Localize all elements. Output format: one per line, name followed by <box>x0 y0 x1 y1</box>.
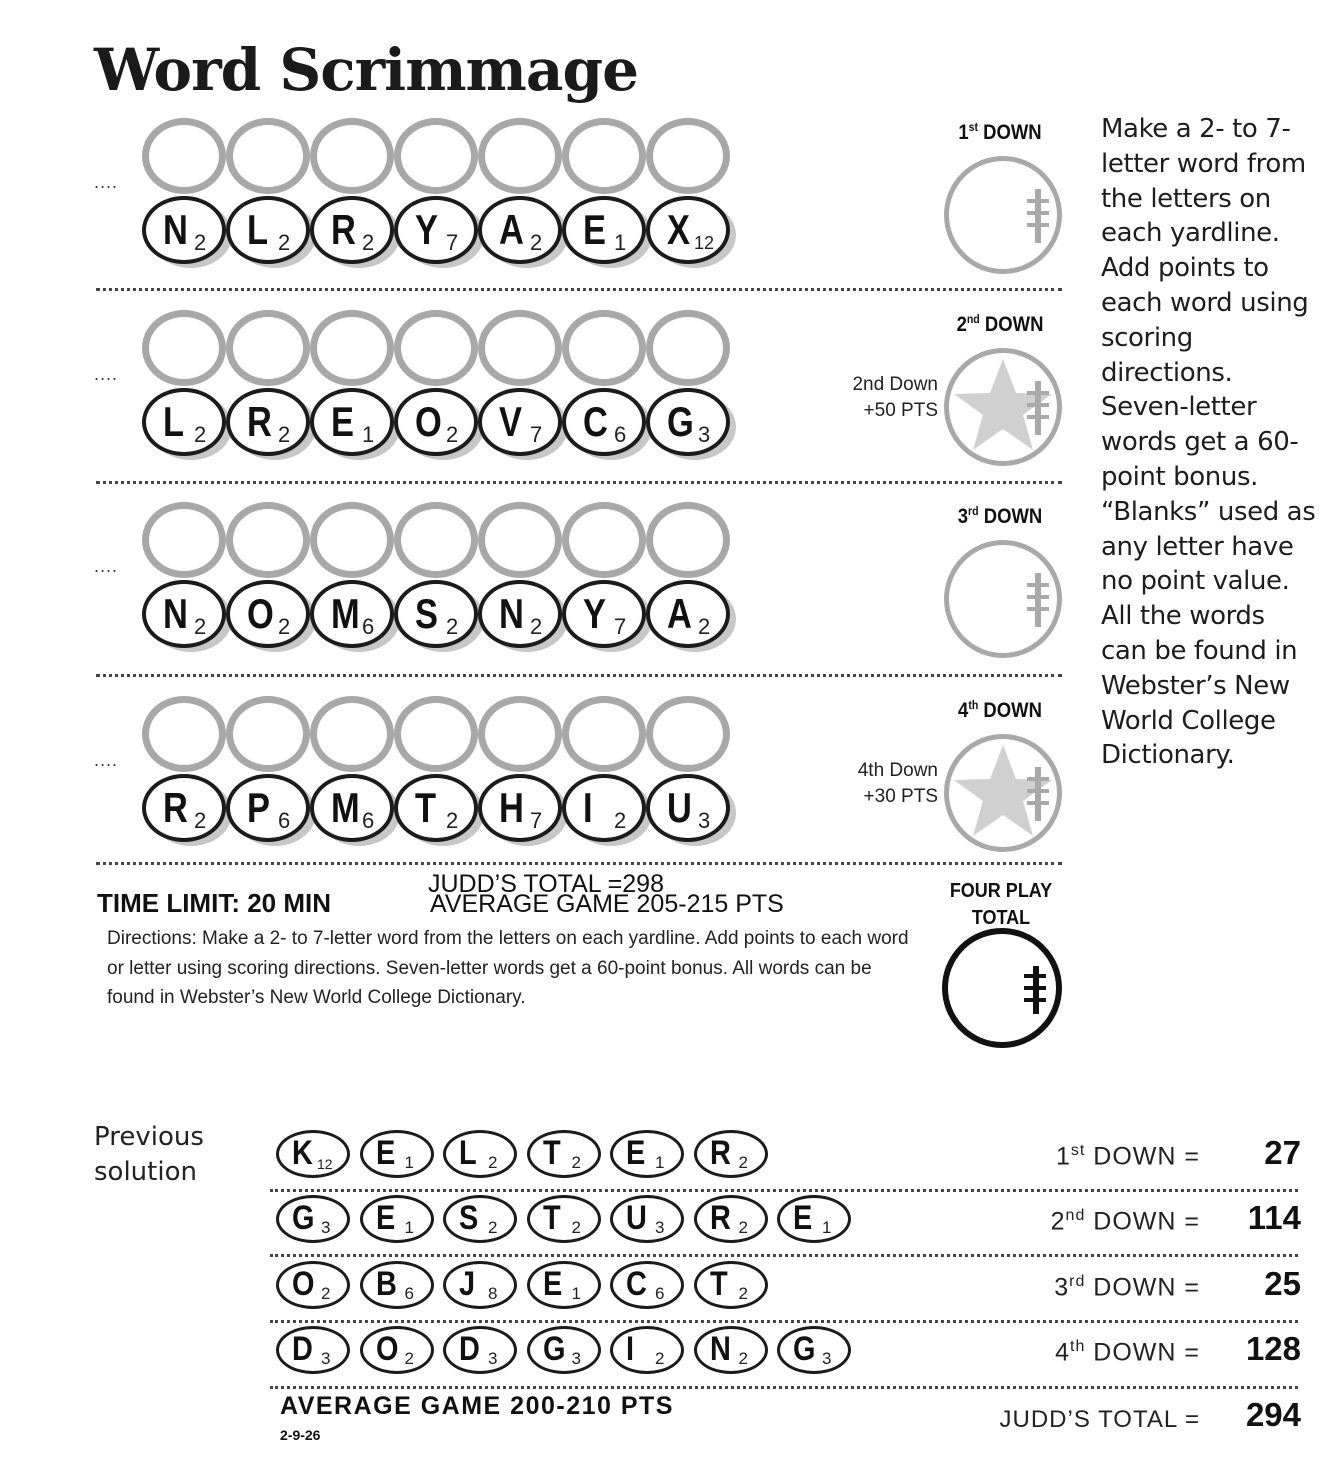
solution-down-label <box>990 1273 1200 1302</box>
tile-points: 2 <box>738 1153 748 1172</box>
letter-tile[interactable] <box>310 774 394 842</box>
solution-tile <box>527 1195 601 1243</box>
tile-points: 1 <box>655 1153 665 1172</box>
tile-letter: U <box>667 784 692 831</box>
tile-letter: Y <box>415 206 438 253</box>
answer-blank[interactable] <box>562 502 646 578</box>
down-label <box>947 504 1053 529</box>
letter-tile[interactable] <box>142 774 226 842</box>
solution-tile <box>443 1261 517 1309</box>
answer-blank[interactable] <box>310 502 394 578</box>
solution-tile <box>276 1195 350 1243</box>
lace-stitch <box>1027 403 1049 407</box>
tile-letter: T <box>542 1134 561 1172</box>
row-dots: .... <box>94 750 119 770</box>
letter-tile[interactable] <box>646 388 730 456</box>
tile-letter: L <box>459 1134 477 1172</box>
tile-letter: I <box>583 784 593 831</box>
tile-letter: G <box>667 398 694 445</box>
answer-blank[interactable] <box>646 696 730 772</box>
tile-points: 7 <box>530 422 543 447</box>
tile-points: 6 <box>404 1284 414 1303</box>
solution-tile <box>276 1261 350 1309</box>
answer-blank[interactable] <box>142 310 226 386</box>
answer-blank[interactable] <box>142 502 226 578</box>
tile-points: 7 <box>530 808 543 833</box>
yardline-divider <box>96 674 1062 677</box>
down-score-football[interactable] <box>944 734 1062 852</box>
tile-points: 2 <box>194 422 207 447</box>
tile-letter: M <box>331 590 360 637</box>
row-dots: .... <box>94 172 119 192</box>
previous-solution-label <box>94 1120 204 1190</box>
answer-blank[interactable] <box>394 696 478 772</box>
tile-points: 2 <box>738 1218 748 1237</box>
tile-letter: I <box>626 1330 635 1368</box>
letter-tile[interactable] <box>394 580 478 648</box>
solution-tile <box>694 1130 768 1178</box>
row-dots: .... <box>94 556 119 576</box>
down-text: DOWN = <box>1093 1142 1200 1171</box>
solution-tile <box>360 1130 434 1178</box>
answer-blank[interactable] <box>142 118 226 194</box>
lace-stitch <box>1027 607 1049 611</box>
tile-letter: R <box>331 206 356 253</box>
answer-blank[interactable] <box>394 118 478 194</box>
down-score-football[interactable] <box>944 156 1062 274</box>
letter-tile[interactable] <box>562 196 646 264</box>
tile-points: 6 <box>655 1284 665 1303</box>
tile-letter: O <box>292 1265 315 1303</box>
solution-tile <box>527 1326 601 1374</box>
tile-letter: G <box>793 1330 816 1368</box>
judds-total: JUDD’S TOTAL =298 <box>428 870 664 898</box>
lace-stitch <box>1027 789 1049 793</box>
tile-points: 2 <box>738 1284 748 1303</box>
tile-points: 2 <box>655 1349 665 1368</box>
letter-tile[interactable] <box>226 580 310 648</box>
letter-tile[interactable] <box>478 388 562 456</box>
down-number: 1 <box>1055 1142 1071 1171</box>
tile-letter: M <box>331 784 360 831</box>
solution-tile <box>694 1195 768 1243</box>
bonus-line1: 4th Down <box>857 760 938 781</box>
four-play-total-football[interactable] <box>942 928 1062 1048</box>
tile-points: 1 <box>571 1284 581 1303</box>
down-suffix: rd <box>1069 1273 1086 1290</box>
lace-stitch <box>1024 974 1046 978</box>
tile-points: 2 <box>404 1349 414 1368</box>
answer-blank[interactable] <box>562 310 646 386</box>
four-play-line2: TOTAL <box>971 907 1031 929</box>
letter-tile[interactable] <box>142 580 226 648</box>
solution-divider <box>270 1254 1298 1257</box>
down-label <box>947 698 1053 723</box>
tile-points: 2 <box>446 614 459 639</box>
average-game: AVERAGE GAME 205-215 PTS <box>430 890 784 918</box>
lace-stitch <box>1027 199 1049 203</box>
tile-points: 2 <box>278 614 291 639</box>
tile-letter: T <box>415 784 437 831</box>
tile-letter: T <box>542 1199 561 1237</box>
tile-letter: H <box>499 784 524 831</box>
letter-tile[interactable] <box>646 774 730 842</box>
yardline-divider <box>96 288 1062 291</box>
tile-letter: X <box>667 206 690 253</box>
tile-letter: G <box>542 1330 565 1368</box>
tile-letter: L <box>247 206 269 253</box>
tile-points: 6 <box>614 422 627 447</box>
tile-letter: R <box>247 398 272 445</box>
lace-stitch <box>1027 211 1049 215</box>
down-suffix: st <box>968 120 978 134</box>
tile-letter: P <box>247 784 270 831</box>
tile-letter: E <box>793 1199 813 1237</box>
tile-points: 2 <box>571 1218 581 1237</box>
tile-letter: U <box>626 1199 647 1237</box>
down-word: DOWN <box>983 699 1042 722</box>
tile-letter: V <box>499 398 522 445</box>
letter-tile[interactable] <box>562 580 646 648</box>
solution-down-score: 27 <box>1264 1134 1301 1171</box>
tile-points: 2 <box>530 614 543 639</box>
tile-letter: S <box>415 590 438 637</box>
down-label <box>947 312 1053 337</box>
tile-letter: E <box>331 398 354 445</box>
football-lace-icon <box>1035 573 1041 627</box>
tile-points: 2 <box>362 230 375 255</box>
solution-down-label <box>990 1338 1200 1367</box>
bonus-note <box>818 758 938 810</box>
tile-points: 7 <box>446 230 459 255</box>
solution-down-label <box>990 1142 1200 1171</box>
tile-points: 3 <box>698 808 711 833</box>
down-suffix: th <box>968 698 979 712</box>
bonus-note <box>818 372 938 424</box>
lace-stitch <box>1027 801 1049 805</box>
previous-date: 2-9-26 <box>280 1427 321 1443</box>
down-number: 3 <box>1054 1273 1070 1302</box>
tile-letter: C <box>583 398 608 445</box>
letter-tile[interactable] <box>142 388 226 456</box>
answer-blank[interactable] <box>226 310 310 386</box>
down-label <box>947 120 1053 145</box>
tile-points: 2 <box>488 1218 498 1237</box>
solution-tile <box>610 1326 684 1374</box>
yardline-row <box>94 116 1074 308</box>
tile-points: 2 <box>614 808 627 833</box>
answer-blank[interactable] <box>394 310 478 386</box>
letter-tile[interactable] <box>394 774 478 842</box>
tile-points: 2 <box>571 1153 581 1172</box>
tile-points: 3 <box>321 1218 331 1237</box>
down-suffix: nd <box>1065 1207 1086 1224</box>
letter-tile[interactable] <box>310 196 394 264</box>
tile-letter: N <box>499 590 524 637</box>
tile-letter: K <box>292 1134 313 1172</box>
tile-letter: G <box>292 1199 315 1237</box>
answer-blank[interactable] <box>310 310 394 386</box>
down-suffix: nd <box>966 312 980 326</box>
answer-blank[interactable] <box>646 118 730 194</box>
tile-points: 2 <box>194 808 207 833</box>
tile-points: 1 <box>614 230 627 255</box>
down-number: 2 <box>1050 1207 1066 1236</box>
down-number: 4 <box>958 699 969 722</box>
answer-blank[interactable] <box>226 502 310 578</box>
solution-tile <box>527 1130 601 1178</box>
football-lace-icon <box>1035 381 1041 435</box>
tile-points: 6 <box>362 614 375 639</box>
tile-letter: Y <box>583 590 606 637</box>
answer-blank[interactable] <box>310 696 394 772</box>
down-word: DOWN <box>983 505 1043 528</box>
letter-tile[interactable] <box>142 196 226 264</box>
tile-letter: N <box>709 1330 731 1368</box>
tile-points: 7 <box>614 614 627 639</box>
tile-points: 12 <box>317 1156 333 1172</box>
tile-points: 3 <box>655 1218 665 1237</box>
answer-blank[interactable] <box>394 502 478 578</box>
football-lace-icon <box>1035 767 1041 821</box>
solution-down-score: 114 <box>1247 1199 1301 1236</box>
letter-tile[interactable] <box>646 196 730 264</box>
solution-tile <box>443 1195 517 1243</box>
solution-tile <box>443 1326 517 1374</box>
down-number: 4 <box>1055 1338 1070 1367</box>
tile-points: 1 <box>404 1218 414 1237</box>
tile-points: 2 <box>446 808 459 833</box>
lace-stitch <box>1027 223 1049 227</box>
tile-points: 3 <box>488 1349 498 1368</box>
tile-letter: E <box>375 1134 395 1172</box>
down-word: DOWN <box>984 313 1044 336</box>
tile-points: 2 <box>738 1349 748 1368</box>
puzzle-title: Word Scrimmage <box>94 36 638 104</box>
tile-points: 2 <box>698 614 711 639</box>
answer-blank[interactable] <box>478 696 562 772</box>
down-score-football[interactable] <box>944 348 1062 466</box>
tile-letter: C <box>626 1265 647 1303</box>
bonus-line2: +50 PTS <box>863 400 938 421</box>
down-suffix: th <box>1070 1338 1086 1355</box>
tile-letter: T <box>709 1265 728 1303</box>
tile-letter: B <box>375 1265 397 1303</box>
answer-blank[interactable] <box>142 696 226 772</box>
letter-tile[interactable] <box>310 388 394 456</box>
down-word: DOWN <box>983 121 1042 144</box>
solution-tile <box>610 1261 684 1309</box>
solution-down-label <box>990 1207 1200 1236</box>
football-lace-icon <box>1035 189 1041 243</box>
answer-blank[interactable] <box>478 310 562 386</box>
solution-down-score: 25 <box>1264 1265 1301 1302</box>
solution-tile <box>276 1326 350 1374</box>
solution-divider <box>270 1320 1298 1323</box>
down-number: 1 <box>958 121 969 144</box>
tile-letter: R <box>709 1199 731 1237</box>
tile-points: 2 <box>321 1284 331 1303</box>
yardline-divider <box>96 862 1062 865</box>
tile-letter: E <box>542 1265 562 1303</box>
lace-stitch <box>1024 986 1046 990</box>
answer-blank[interactable] <box>226 696 310 772</box>
answer-blank[interactable] <box>478 502 562 578</box>
tile-letter: N <box>163 206 188 253</box>
answer-blank[interactable] <box>562 696 646 772</box>
solution-divider <box>270 1386 1298 1389</box>
tile-letter: E <box>626 1134 646 1172</box>
down-text: DOWN = <box>1093 1338 1200 1367</box>
solution-tile <box>610 1130 684 1178</box>
letter-tile[interactable] <box>478 580 562 648</box>
lace-stitch <box>1027 595 1049 599</box>
previous-label-line2: solution <box>94 1157 197 1187</box>
letter-tile[interactable] <box>394 196 478 264</box>
letter-tile[interactable] <box>646 580 730 648</box>
lace-stitch <box>1024 998 1046 1002</box>
tile-letter: N <box>163 590 188 637</box>
tile-points: 1 <box>404 1153 414 1172</box>
solution-tile <box>527 1261 601 1309</box>
tile-points: 3 <box>571 1349 581 1368</box>
bonus-line2: +30 PTS <box>863 786 938 807</box>
solution-tile <box>694 1326 768 1374</box>
answer-blank[interactable] <box>226 118 310 194</box>
side-instructions: Make a 2- to 7-letter word from the letters on each yardline. Add points to each word using scoring directions. Seven-letter words get a 60-point bonus. “Blanks” used as any letter have no point value. All the words can be found in Webster’s New World College Dictionary. <box>1101 114 1316 771</box>
solution-divider <box>270 1189 1298 1192</box>
solution-tile <box>360 1195 434 1243</box>
previous-average-game: AVERAGE GAME 200-210 PTS <box>280 1392 674 1420</box>
tile-points: 8 <box>488 1284 498 1303</box>
down-score-football[interactable] <box>944 540 1062 658</box>
lace-stitch <box>1027 583 1049 587</box>
lace-stitch <box>1027 391 1049 395</box>
down-suffix: st <box>1070 1142 1086 1159</box>
letter-tile[interactable] <box>562 388 646 456</box>
lace-stitch <box>1027 777 1049 781</box>
time-limit: TIME LIMIT: 20 MIN <box>97 888 331 918</box>
tile-letter: L <box>163 398 185 445</box>
previous-label-line1: Previous <box>94 1122 204 1152</box>
tile-points: 2 <box>488 1153 498 1172</box>
down-number: 2 <box>956 313 967 336</box>
solution-tile <box>777 1195 851 1243</box>
tile-points: 2 <box>530 230 543 255</box>
tile-letter: D <box>292 1330 313 1368</box>
solution-tile <box>360 1261 434 1309</box>
down-suffix: rd <box>968 504 979 518</box>
tile-points: 3 <box>822 1349 832 1368</box>
down-text: DOWN = <box>1093 1207 1200 1236</box>
previous-judds-total-label: JUDD’S TOTAL = <box>999 1406 1200 1433</box>
letter-tile[interactable] <box>562 774 646 842</box>
bonus-line1: 2nd Down <box>852 374 938 395</box>
answer-blank[interactable] <box>478 118 562 194</box>
row-dots: .... <box>94 364 119 384</box>
tile-letter: J <box>459 1265 476 1303</box>
letter-tile[interactable] <box>478 774 562 842</box>
tile-letter: O <box>375 1330 398 1368</box>
letter-tile[interactable] <box>226 774 310 842</box>
tile-letter: E <box>583 206 606 253</box>
tile-points: 2 <box>446 422 459 447</box>
four-play-total-label <box>943 878 1060 932</box>
solution-tile <box>276 1130 350 1178</box>
directions-text: Directions: Make a 2- to 7-letter word from the letters on each yardline. Add points to each word or letter using scoring directions. Seven-letter words get a 60-point bonus. All words can be found in Webster’s New World College Dictionary. <box>107 928 909 1008</box>
tile-points: 3 <box>698 422 711 447</box>
solution-tile <box>777 1326 851 1374</box>
tile-letter: O <box>415 398 442 445</box>
solution-tile <box>610 1195 684 1243</box>
tile-letter: D <box>459 1330 480 1368</box>
answer-blank[interactable] <box>646 502 730 578</box>
solution-tile <box>694 1261 768 1309</box>
answer-blank[interactable] <box>310 118 394 194</box>
tile-points: 12 <box>694 233 715 253</box>
tile-letter: A <box>667 590 692 637</box>
answer-blank[interactable] <box>646 310 730 386</box>
answer-blank[interactable] <box>562 118 646 194</box>
yardline-row <box>94 500 1074 692</box>
four-play-line1: FOUR PLAY <box>949 880 1053 902</box>
letter-tile[interactable] <box>226 388 310 456</box>
solution-tile <box>360 1326 434 1374</box>
tile-letter: A <box>499 206 524 253</box>
tile-points: 1 <box>362 422 375 447</box>
tile-letter: E <box>375 1199 395 1237</box>
tile-letter: R <box>163 784 188 831</box>
tile-points: 2 <box>194 614 207 639</box>
solution-down-score: 128 <box>1245 1330 1301 1367</box>
tile-letter: S <box>459 1199 479 1237</box>
tile-letter: R <box>709 1134 731 1172</box>
letter-tile[interactable] <box>478 196 562 264</box>
tile-points: 1 <box>822 1218 832 1237</box>
yardline-divider <box>96 481 1062 484</box>
lace-stitch <box>1027 415 1049 419</box>
tile-points: 2 <box>278 422 291 447</box>
down-number: 3 <box>957 505 969 528</box>
tile-points: 6 <box>278 808 291 833</box>
tile-points: 2 <box>194 230 207 255</box>
down-text: DOWN = <box>1093 1273 1200 1302</box>
tile-points: 6 <box>362 808 375 833</box>
letter-tile[interactable] <box>394 388 478 456</box>
solution-tile <box>443 1130 517 1178</box>
tile-points: 2 <box>278 230 291 255</box>
letter-tile[interactable] <box>226 196 310 264</box>
tile-letter: O <box>247 590 274 637</box>
previous-judds-total: 294 <box>1245 1396 1301 1433</box>
letter-tile[interactable] <box>310 580 394 648</box>
tile-points: 3 <box>321 1349 331 1368</box>
